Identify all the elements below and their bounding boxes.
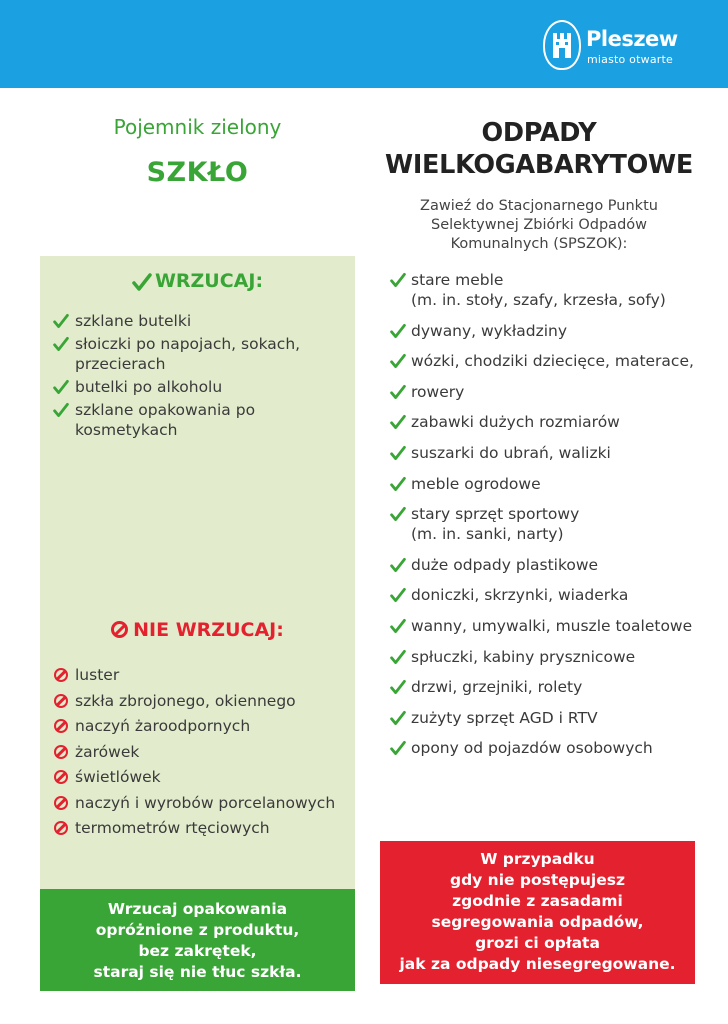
list-item xyxy=(53,793,348,813)
list-item xyxy=(390,647,700,667)
check-icon xyxy=(53,402,69,418)
list-item-label: drzwi, grzejniki, rolety xyxy=(411,678,583,697)
logo-tagline: miasto otwarte xyxy=(587,53,673,66)
check-icon xyxy=(390,587,406,603)
list-item xyxy=(390,270,700,310)
bulky-waste-title xyxy=(380,117,698,181)
bulky-waste-list xyxy=(390,270,700,769)
warning-line: grozi ci opłata xyxy=(475,934,600,952)
list-item xyxy=(53,311,348,331)
list-item-label: stare meble xyxy=(411,271,504,289)
check-icon xyxy=(390,710,406,726)
glass-rules-panel xyxy=(40,256,355,889)
list-item-label: świetlówek xyxy=(75,768,161,786)
list-item-label: szklane butelki xyxy=(75,312,192,330)
ban-icon xyxy=(54,694,68,708)
list-item-label: duże odpady plastikowe xyxy=(411,555,599,574)
list-item-label: zabawki dużych rozmiarów xyxy=(411,413,620,432)
list-item xyxy=(390,616,700,636)
check-icon xyxy=(53,336,69,352)
list-item-label: wózki, chodziki dziecięce, materace, xyxy=(411,352,694,371)
list-item-label: naczyń i wyrobów porcelanowych xyxy=(75,793,336,812)
ban-icon xyxy=(54,796,68,810)
list-item xyxy=(53,665,348,685)
check-icon xyxy=(390,384,406,400)
check-icon xyxy=(390,414,406,430)
check-icon xyxy=(390,445,406,461)
container-name: Pojemnik zielony xyxy=(113,115,282,139)
ban-icon xyxy=(111,621,128,638)
list-item xyxy=(53,742,348,762)
dont-list xyxy=(53,665,348,844)
list-item xyxy=(390,412,700,432)
check-icon xyxy=(390,272,406,288)
check-icon xyxy=(390,476,406,492)
list-item-label: doniczki, skrzynki, wiaderka xyxy=(411,586,629,605)
list-item xyxy=(390,738,700,758)
ban-icon xyxy=(54,719,68,733)
check-icon xyxy=(132,272,152,292)
glass-tip-box xyxy=(40,889,355,991)
list-item-note: (m. in. stoły, szafy, krzesła, sofy) xyxy=(411,291,666,309)
list-item xyxy=(390,555,700,575)
dont-heading-label: NIE WRZUCAJ: xyxy=(133,619,284,641)
list-item-label: rowery xyxy=(411,382,465,401)
intro-line: Selektywnej Zbiórki Odpadów xyxy=(430,217,648,233)
city-logo[interactable] xyxy=(543,20,693,72)
check-icon xyxy=(390,323,406,339)
do-heading-label: WRZUCAJ: xyxy=(154,270,264,292)
bulky-waste-intro xyxy=(380,197,698,254)
warning-line: segregowania odpadów, xyxy=(431,913,644,931)
tower-icon xyxy=(543,20,581,70)
logo-name: Pleszew xyxy=(586,27,678,51)
list-item xyxy=(390,351,700,371)
list-item-label: suszarki do ubrań, walizki xyxy=(411,443,611,462)
list-item xyxy=(53,767,348,787)
dont-heading xyxy=(40,619,355,641)
check-icon xyxy=(390,679,406,695)
list-item-label: luster xyxy=(75,666,120,684)
tip-line: opróżnione z produktu, xyxy=(95,921,300,939)
list-item xyxy=(53,818,348,838)
list-item xyxy=(390,382,700,402)
check-icon xyxy=(390,506,406,522)
ban-icon xyxy=(54,668,68,682)
check-icon xyxy=(53,379,69,395)
tip-line: staraj się nie tłuc szkła. xyxy=(93,963,302,981)
header-bar xyxy=(0,0,728,88)
list-item xyxy=(53,400,348,440)
list-item-label: dywany, wykładziny xyxy=(411,321,568,340)
list-item xyxy=(390,474,700,494)
ban-icon xyxy=(54,745,68,759)
list-item xyxy=(53,691,348,711)
list-item-label: naczyń żaroodpornych xyxy=(75,717,251,735)
list-item-note: (m. in. sanki, narty) xyxy=(411,525,564,544)
list-item-label: meble ogrodowe xyxy=(411,474,541,493)
fine-warning-box xyxy=(380,841,695,984)
list-item-label: szklane opakowania po kosmetykach xyxy=(75,401,256,439)
list-item-label: butelki po alkoholu xyxy=(75,378,223,396)
material-title: SZKŁO xyxy=(146,157,249,188)
warning-line: W przypadku xyxy=(480,850,595,868)
list-item xyxy=(53,334,348,374)
check-icon xyxy=(390,353,406,369)
list-item-label: szkła zbrojonego, okiennego xyxy=(75,691,296,710)
check-icon xyxy=(390,649,406,665)
list-item-label: zużyty sprzęt AGD i RTV xyxy=(411,708,598,727)
title-line: WIELKOGABARYTOWE xyxy=(385,150,693,180)
check-icon xyxy=(53,313,69,329)
list-item xyxy=(390,504,700,544)
check-icon xyxy=(390,557,406,573)
title-line: ODPADY xyxy=(481,118,597,148)
list-item-label: słoiczki po napojach, sokach, przecierach xyxy=(75,335,301,373)
list-item xyxy=(390,443,700,463)
do-heading xyxy=(40,270,355,292)
list-item-label: opony od pojazdów osobowych xyxy=(411,739,653,758)
list-item-label: spłuczki, kabiny prysznicowe xyxy=(411,647,636,666)
check-icon xyxy=(390,618,406,634)
list-item-label: stary sprzęt sportowy xyxy=(411,505,580,524)
warning-line: gdy nie postępujesz xyxy=(449,871,626,889)
list-item-label: wanny, umywalki, muszle toaletowe xyxy=(411,616,693,635)
intro-line: Zawieź do Stacjonarnego Punktu xyxy=(420,198,658,214)
do-list xyxy=(53,311,348,443)
ban-icon xyxy=(54,770,68,784)
list-item xyxy=(390,708,700,728)
warning-line: jak za odpady niesegregowane. xyxy=(399,955,676,973)
tip-line: bez zakrętek, xyxy=(138,942,257,960)
list-item xyxy=(53,377,348,397)
list-item-label: żarówek xyxy=(75,742,140,761)
list-item xyxy=(390,321,700,341)
list-item xyxy=(390,585,700,605)
list-item xyxy=(53,716,348,736)
tip-line: Wrzucaj opakowania xyxy=(107,900,288,918)
ban-icon xyxy=(54,821,68,835)
warning-line: zgodnie z zasadami xyxy=(452,892,623,910)
check-icon xyxy=(390,740,406,756)
list-item xyxy=(390,677,700,697)
intro-line: Komunalnych (SPSZOK): xyxy=(450,236,628,252)
list-item-label: termometrów rtęciowych xyxy=(75,819,270,837)
